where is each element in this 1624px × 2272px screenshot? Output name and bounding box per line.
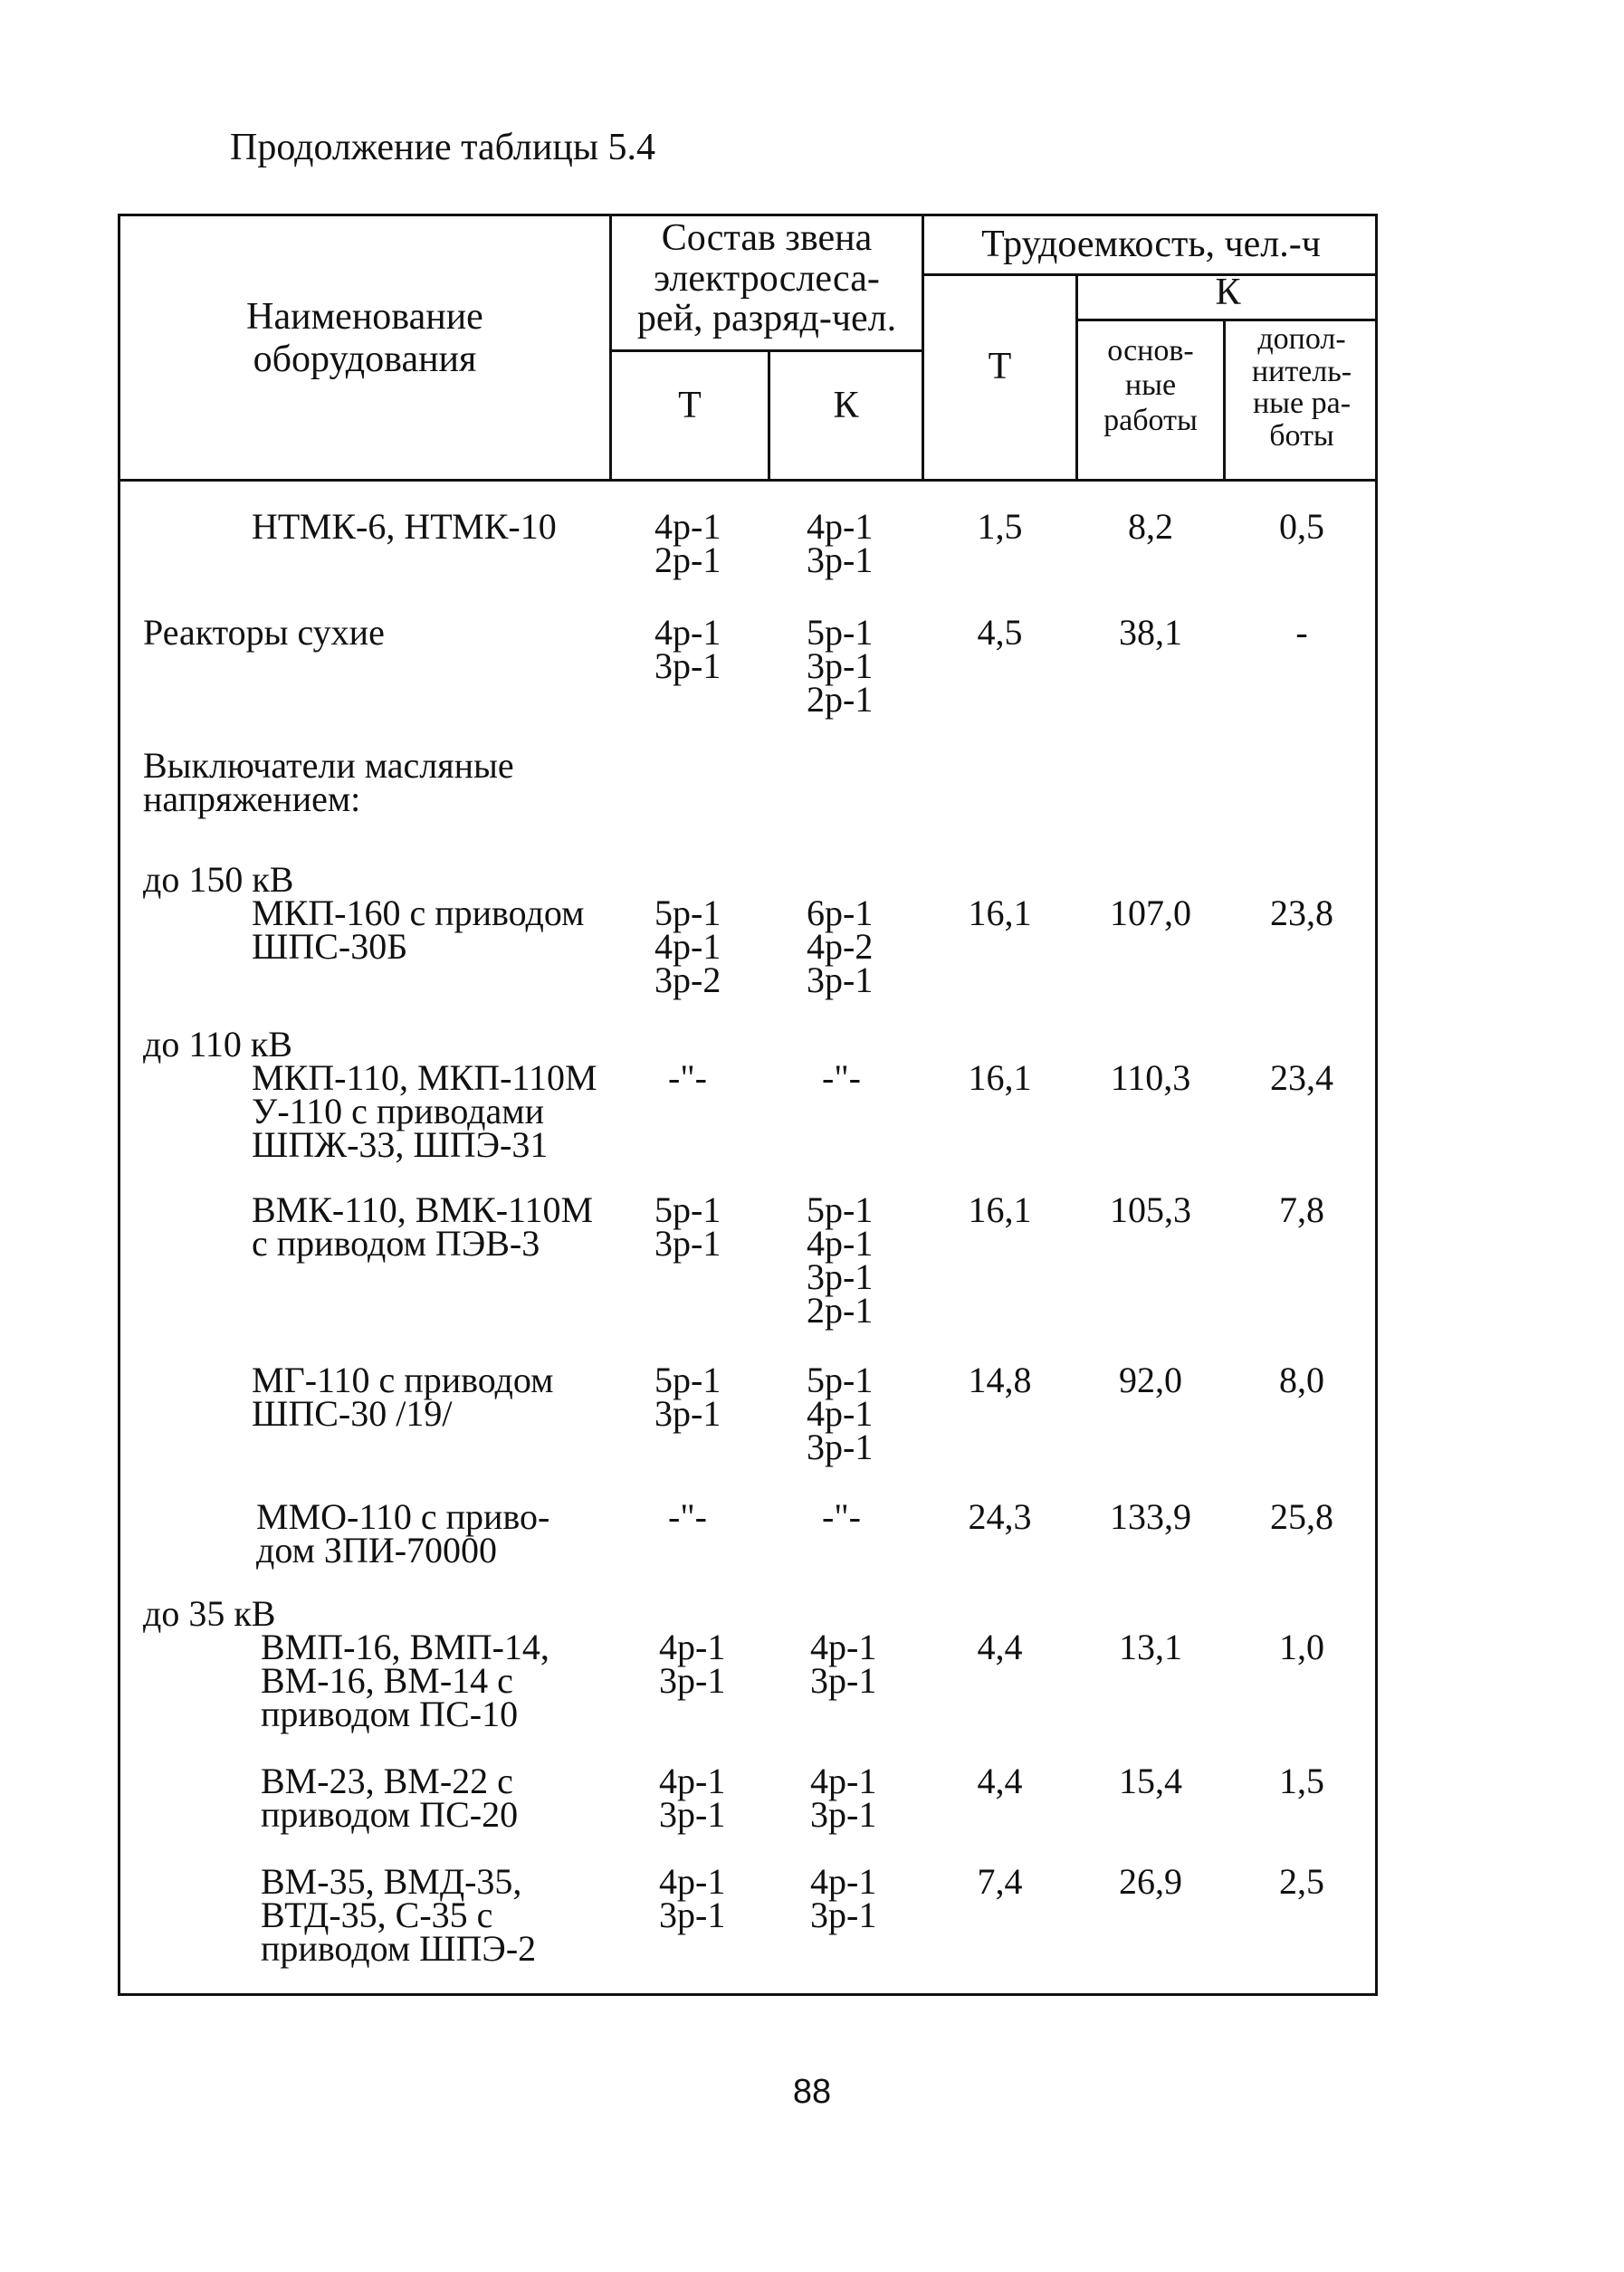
crew-t-value: 4р-1 3р-1 [659,1861,726,1935]
crew-k-value: -"- [822,1057,861,1098]
header-crew-t: Т [678,385,702,426]
labor-k-extra-value: 8,0 [1279,1360,1324,1400]
crew-t-value: 4р-1 3р-1 [659,1627,726,1701]
labor-k-extra-value: 1,0 [1279,1627,1324,1667]
equipment-name: ВМП-16, ВМП-14, ВМ-16, ВМ-14 с приводом ПС-10 [261,1627,549,1734]
labor-k-main-value: 105,3 [1110,1189,1191,1230]
labor-k-subheader-rule [1075,319,1378,321]
equipment-name: МКП-160 с приводом ШПС-30Б [252,893,585,967]
crew-k-value: 4р-1 3р-1 [810,1861,877,1935]
crew-k-value: 4р-1 3р-1 [807,506,874,580]
labor-k-extra-value: 23,4 [1270,1057,1333,1098]
crew-t-value: -"- [668,1057,707,1098]
labor-k-extra-value: 2,5 [1279,1861,1324,1902]
labor-k-main-value: 8,2 [1128,506,1173,547]
labor-k-main-value: 107,0 [1110,893,1191,933]
crew-k-value: 5р-1 4р-1 3р-1 [807,1360,874,1467]
labor-t-value: 7,4 [977,1861,1023,1902]
header-labor-k-extra: допол- нитель- ные ра- боты [1251,322,1352,453]
labor-k-main-value: 110,3 [1110,1057,1191,1098]
labor-k-main-value: 13,1 [1119,1627,1182,1667]
labor-t-value: 4,4 [977,1627,1023,1667]
header-name: Наименование оборудования [246,296,483,381]
crew-k-value: 5р-1 4р-1 3р-1 2р-1 [807,1189,874,1331]
labor-k-extra-value: 0,5 [1279,506,1324,547]
labor-t-value: 16,1 [968,1057,1032,1098]
labor-t-value: 16,1 [968,893,1032,933]
crew-k-value: 4р-1 3р-1 [810,1627,877,1701]
labor-k-extra-value: - [1295,612,1308,653]
header-labor: Трудоемкость, чел.-ч [981,224,1321,265]
equipment-name: ВМ-23, ВМ-22 с приводом ПС-20 [261,1761,519,1835]
crew-t-value: 5р-1 3р-1 [654,1189,721,1264]
labor-t-value: 4,5 [977,612,1023,653]
equipment-name: ММО-110 с приво- дом ЗПИ-70000 [256,1496,550,1570]
equipment-name: ВМК-110, ВМК-110М с приводом ПЭВ-3 [252,1189,594,1264]
crew-k-value: 5р-1 3р-1 2р-1 [807,612,874,720]
labor-k-main-value: 133,9 [1110,1496,1191,1537]
header-crew-k: К [833,385,859,426]
labor-t-value: 24,3 [968,1496,1032,1537]
crew-k-value: 6р-1 4р-2 3р-1 [807,893,874,1000]
labor-k-extra-value: 1,5 [1279,1761,1324,1801]
header-crew: Состав звена электрослеса- рей, разряд-чел. [636,217,897,340]
group-label: до 35 кВ [143,1593,276,1634]
equipment-name: НТМК-6, НТМК-10 [252,506,557,547]
labor-k-main-value: 15,4 [1119,1761,1182,1801]
crew-t-value: 5р-1 3р-1 [654,1360,721,1434]
labor-t-value: 4,4 [977,1761,1023,1801]
group-label: Выключатели масляные напряжением: [143,745,514,819]
header-labor-k: К [1215,272,1241,313]
crew-t-value: 4р-1 3р-1 [654,612,721,686]
table-caption: Продолжение таблицы 5.4 [230,127,656,168]
equipment-name: Реакторы сухие [143,612,385,653]
crew-subheader-rule [609,349,922,352]
header-labor-t: Т [988,346,1012,387]
crew-t-value: 5р-1 4р-1 3р-2 [654,893,721,1000]
labor-table [118,214,1378,1996]
header-labor-k-main: основ- ные работы [1103,334,1198,437]
group-label: до 110 кВ [143,1024,292,1064]
labor-t-value: 1,5 [977,506,1023,547]
page-number: 88 [792,2073,832,2111]
labor-k-extra-value: 23,8 [1270,893,1333,933]
labor-k-main-value: 38,1 [1119,612,1182,653]
crew-t-value: 4р-1 3р-1 [659,1761,726,1835]
crew-k-value: 4р-1 3р-1 [810,1761,877,1835]
labor-t-value: 16,1 [968,1189,1032,1230]
crew-t-value: 4р-1 2р-1 [654,506,721,580]
labor-k-extra-value: 25,8 [1270,1496,1333,1537]
header-bottom-rule [120,479,1375,482]
labor-k-extra-value: 7,8 [1279,1189,1324,1230]
labor-k-main-value: 92,0 [1119,1360,1182,1400]
equipment-name: МГ-110 с приводом ШПС-30 /19/ [252,1360,554,1434]
labor-k-main-value: 26,9 [1119,1861,1182,1902]
crew-k-value: -"- [822,1496,861,1537]
equipment-name: ВМ-35, ВМД-35, ВТД-35, С-35 с приводом ШПЭ-2 [261,1861,537,1969]
equipment-name: МКП-110, МКП-110М У-110 с приводами ШПЖ-33, ШПЭ-31 [252,1057,597,1165]
group-label: до 150 кВ [143,859,294,900]
crew-t-value: -"- [668,1496,707,1537]
labor-t-value: 14,8 [968,1360,1032,1400]
